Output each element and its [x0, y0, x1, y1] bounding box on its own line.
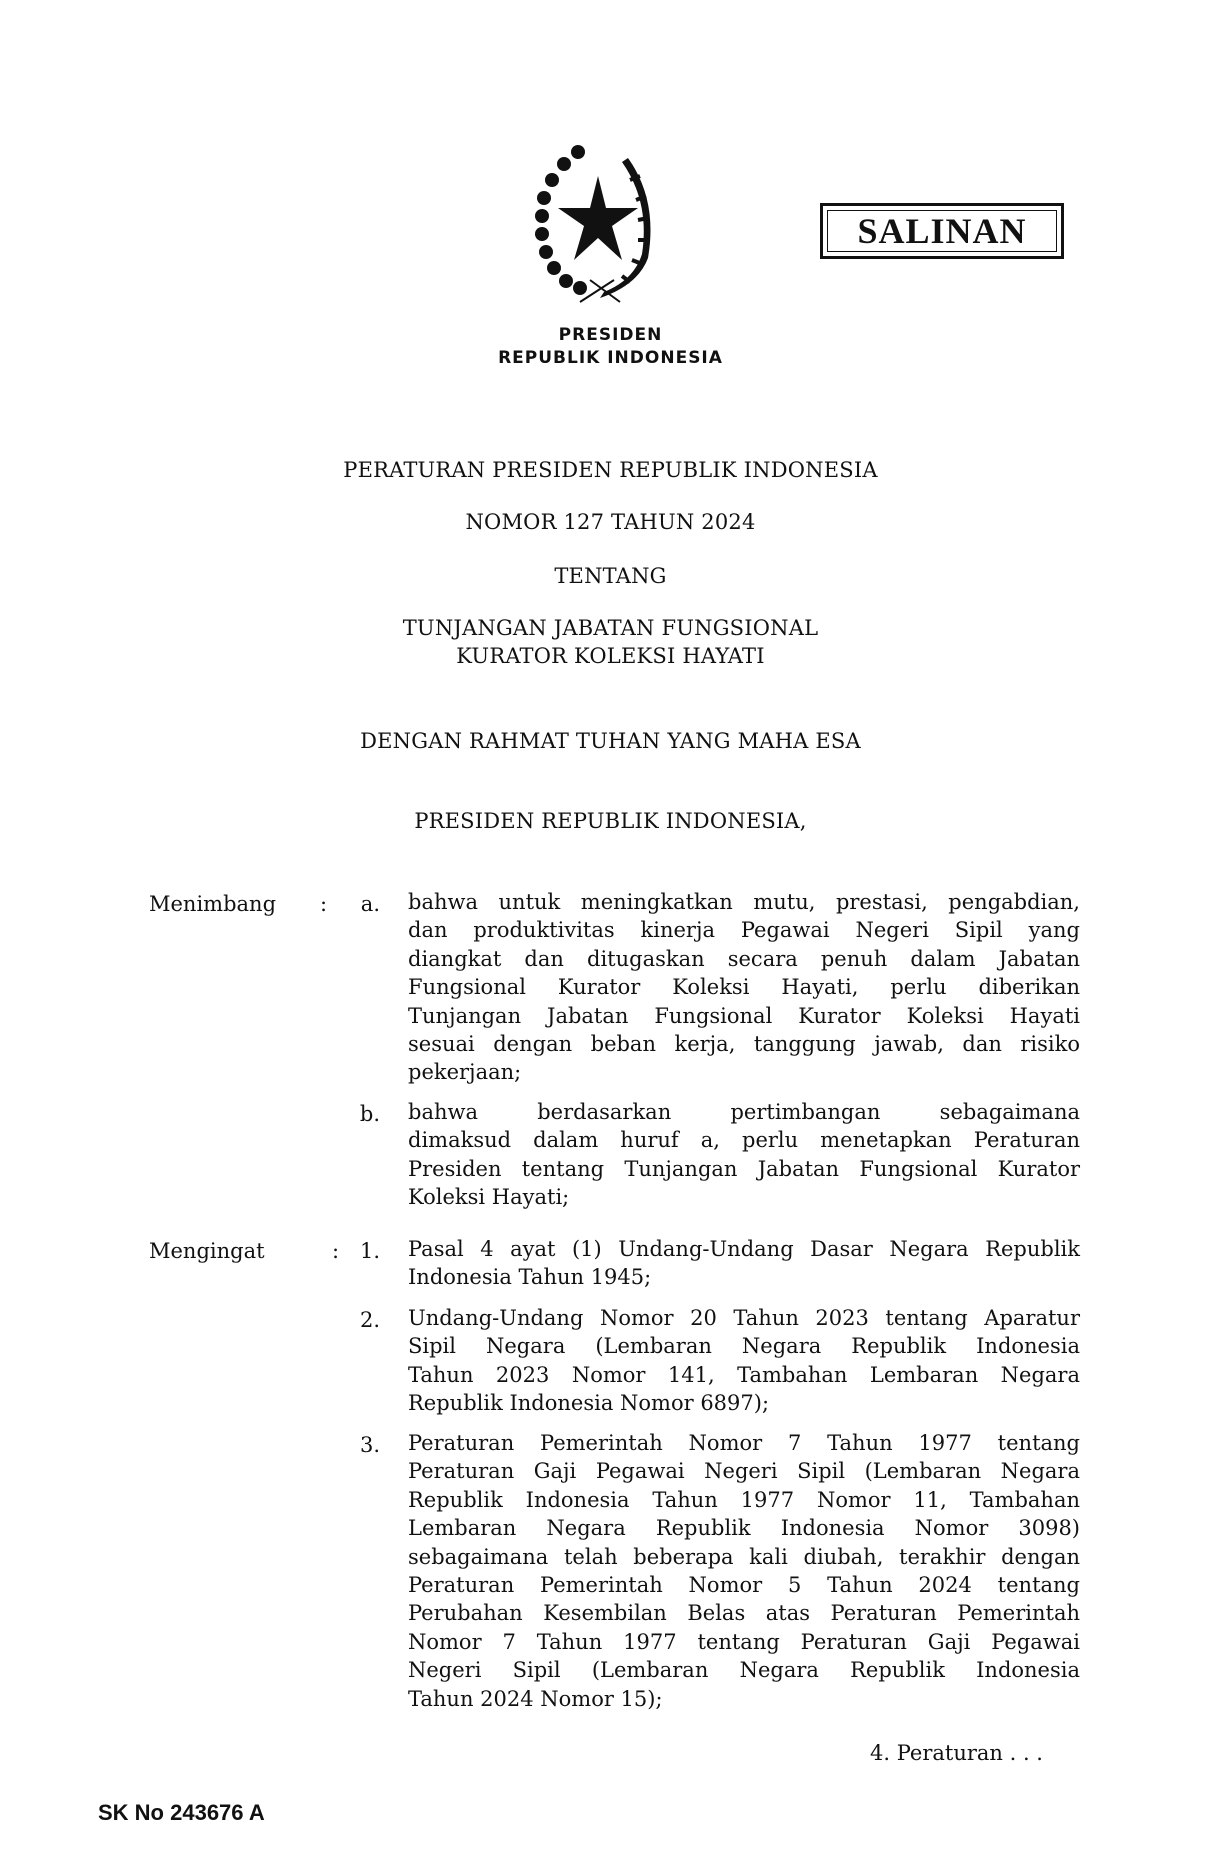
text-line: Republik Indonesia Tahun 1977 Nomor 11, Tambahan [408, 1487, 1080, 1512]
text-line: bahwa untuk meningkatkan mutu, prestasi, pengabdian, [408, 890, 1080, 914]
title-tentang: TENTANG [554, 564, 667, 588]
menimbang-label: Menimbang [149, 892, 277, 916]
mengingat-item-marker: 2. [359, 1308, 380, 1332]
salinan-stamp [820, 203, 1064, 259]
menimbang-colon: : [320, 892, 328, 916]
text-line: Undang-Undang Nomor 20 Tahun 2023 tentang Aparatur [408, 1306, 1080, 1330]
emblem-caption-presiden: PRESIDEN [558, 325, 663, 345]
text-line: sebagaimana telah beberapa kali diubah, terakhir dengan [408, 1544, 1080, 1569]
text-line: Tunjangan Jabatan Fungsional Kurator Koleksi Hayati [408, 1003, 1080, 1028]
menimbang-item-marker: b. [359, 1102, 380, 1126]
text-line: Perubahan Kesembilan Belas atas Peraturan Pemerintah [408, 1601, 1080, 1626]
text-line: Tahun 2024 Nomor 15); [408, 1686, 663, 1711]
text-line: Sipil Negara (Lembaran Negara Republik Indonesia [408, 1334, 1080, 1359]
text-line: Peraturan Pemerintah Nomor 5 Tahun 2024 tentang [408, 1572, 1080, 1597]
title-line-1: PERATURAN PRESIDEN REPUBLIK INDONESIA [343, 458, 878, 482]
text-line: dan produktivitas kinerja Pegawai Negeri Sipil yang [408, 918, 1080, 943]
text-line: Fungsional Kurator Koleksi Hayati, perlu diberikan [408, 975, 1080, 1000]
text-line: Koleksi Hayati; [408, 1185, 570, 1210]
text-line: Negeri Sipil (Lembaran Negara Republik Indonesia [408, 1658, 1080, 1683]
text-line: Republik Indonesia Nomor 6897); [408, 1391, 770, 1416]
sk-number: SK No 243676 A [98, 1800, 265, 1825]
text-line: sesuai dengan beban kerja, tanggung jawab, dan risiko [408, 1031, 1080, 1056]
mengingat-item-text [408, 1429, 1080, 1713]
text-line: Presiden tentang Tunjangan Jabatan Fungsional Kurator [408, 1156, 1080, 1181]
mengingat-item-text [408, 1304, 1080, 1418]
menimbang-item-marker: a. [360, 892, 380, 916]
mengingat-item-marker: 1. [359, 1239, 380, 1263]
text-line: dimaksud dalam huruf a, perlu menetapkan Peraturan [408, 1128, 1080, 1153]
text-line: Tahun 2023 Nomor 141, Tambahan Lembaran Negara [408, 1362, 1080, 1387]
mengingat-colon: : [332, 1239, 340, 1263]
text-line: Peraturan Pemerintah Nomor 7 Tahun 1977 tentang [408, 1431, 1080, 1455]
continuation-text: 4. Peraturan . . . [870, 1741, 1043, 1765]
title-subject-1: TUNJANGAN JABATAN FUNGSIONAL [402, 616, 819, 640]
menimbang-item-text [408, 888, 1080, 1087]
title-number: NOMOR 127 TAHUN 2024 [465, 510, 756, 534]
mengingat-label: Mengingat [149, 1239, 265, 1263]
salinan-text: SALINAN [857, 211, 1027, 251]
text-line: Lembaran Negara Republik Indonesia Nomor 3098) [408, 1516, 1080, 1541]
text-line: diangkat dan ditugaskan secara penuh dalam Jabatan [408, 946, 1080, 971]
mengingat-item-text [408, 1235, 1080, 1292]
menimbang-item-text [408, 1098, 1080, 1212]
presidential-emblem [530, 140, 665, 305]
title-subject-2: KURATOR KOLEKSI HAYATI [456, 644, 765, 668]
mengingat-item-marker: 3. [359, 1433, 380, 1457]
text-line: Peraturan Gaji Pegawai Negeri Sipil (Lembaran Negara [408, 1459, 1080, 1484]
preamble-rahmat: DENGAN RAHMAT TUHAN YANG MAHA ESA [360, 729, 861, 753]
text-line: Pasal 4 ayat (1) Undang-Undang Dasar Negara Republik [408, 1237, 1080, 1261]
text-line: Indonesia Tahun 1945; [408, 1265, 652, 1290]
text-line: bahwa berdasarkan pertimbangan sebagaimana [408, 1100, 1080, 1124]
emblem-caption-republik: REPUBLIK INDONESIA [498, 348, 723, 368]
preamble-presiden: PRESIDEN REPUBLIK INDONESIA, [414, 809, 807, 833]
text-line: Nomor 7 Tahun 1977 tentang Peraturan Gaji Pegawai [408, 1629, 1080, 1654]
text-line: pekerjaan; [408, 1060, 522, 1085]
